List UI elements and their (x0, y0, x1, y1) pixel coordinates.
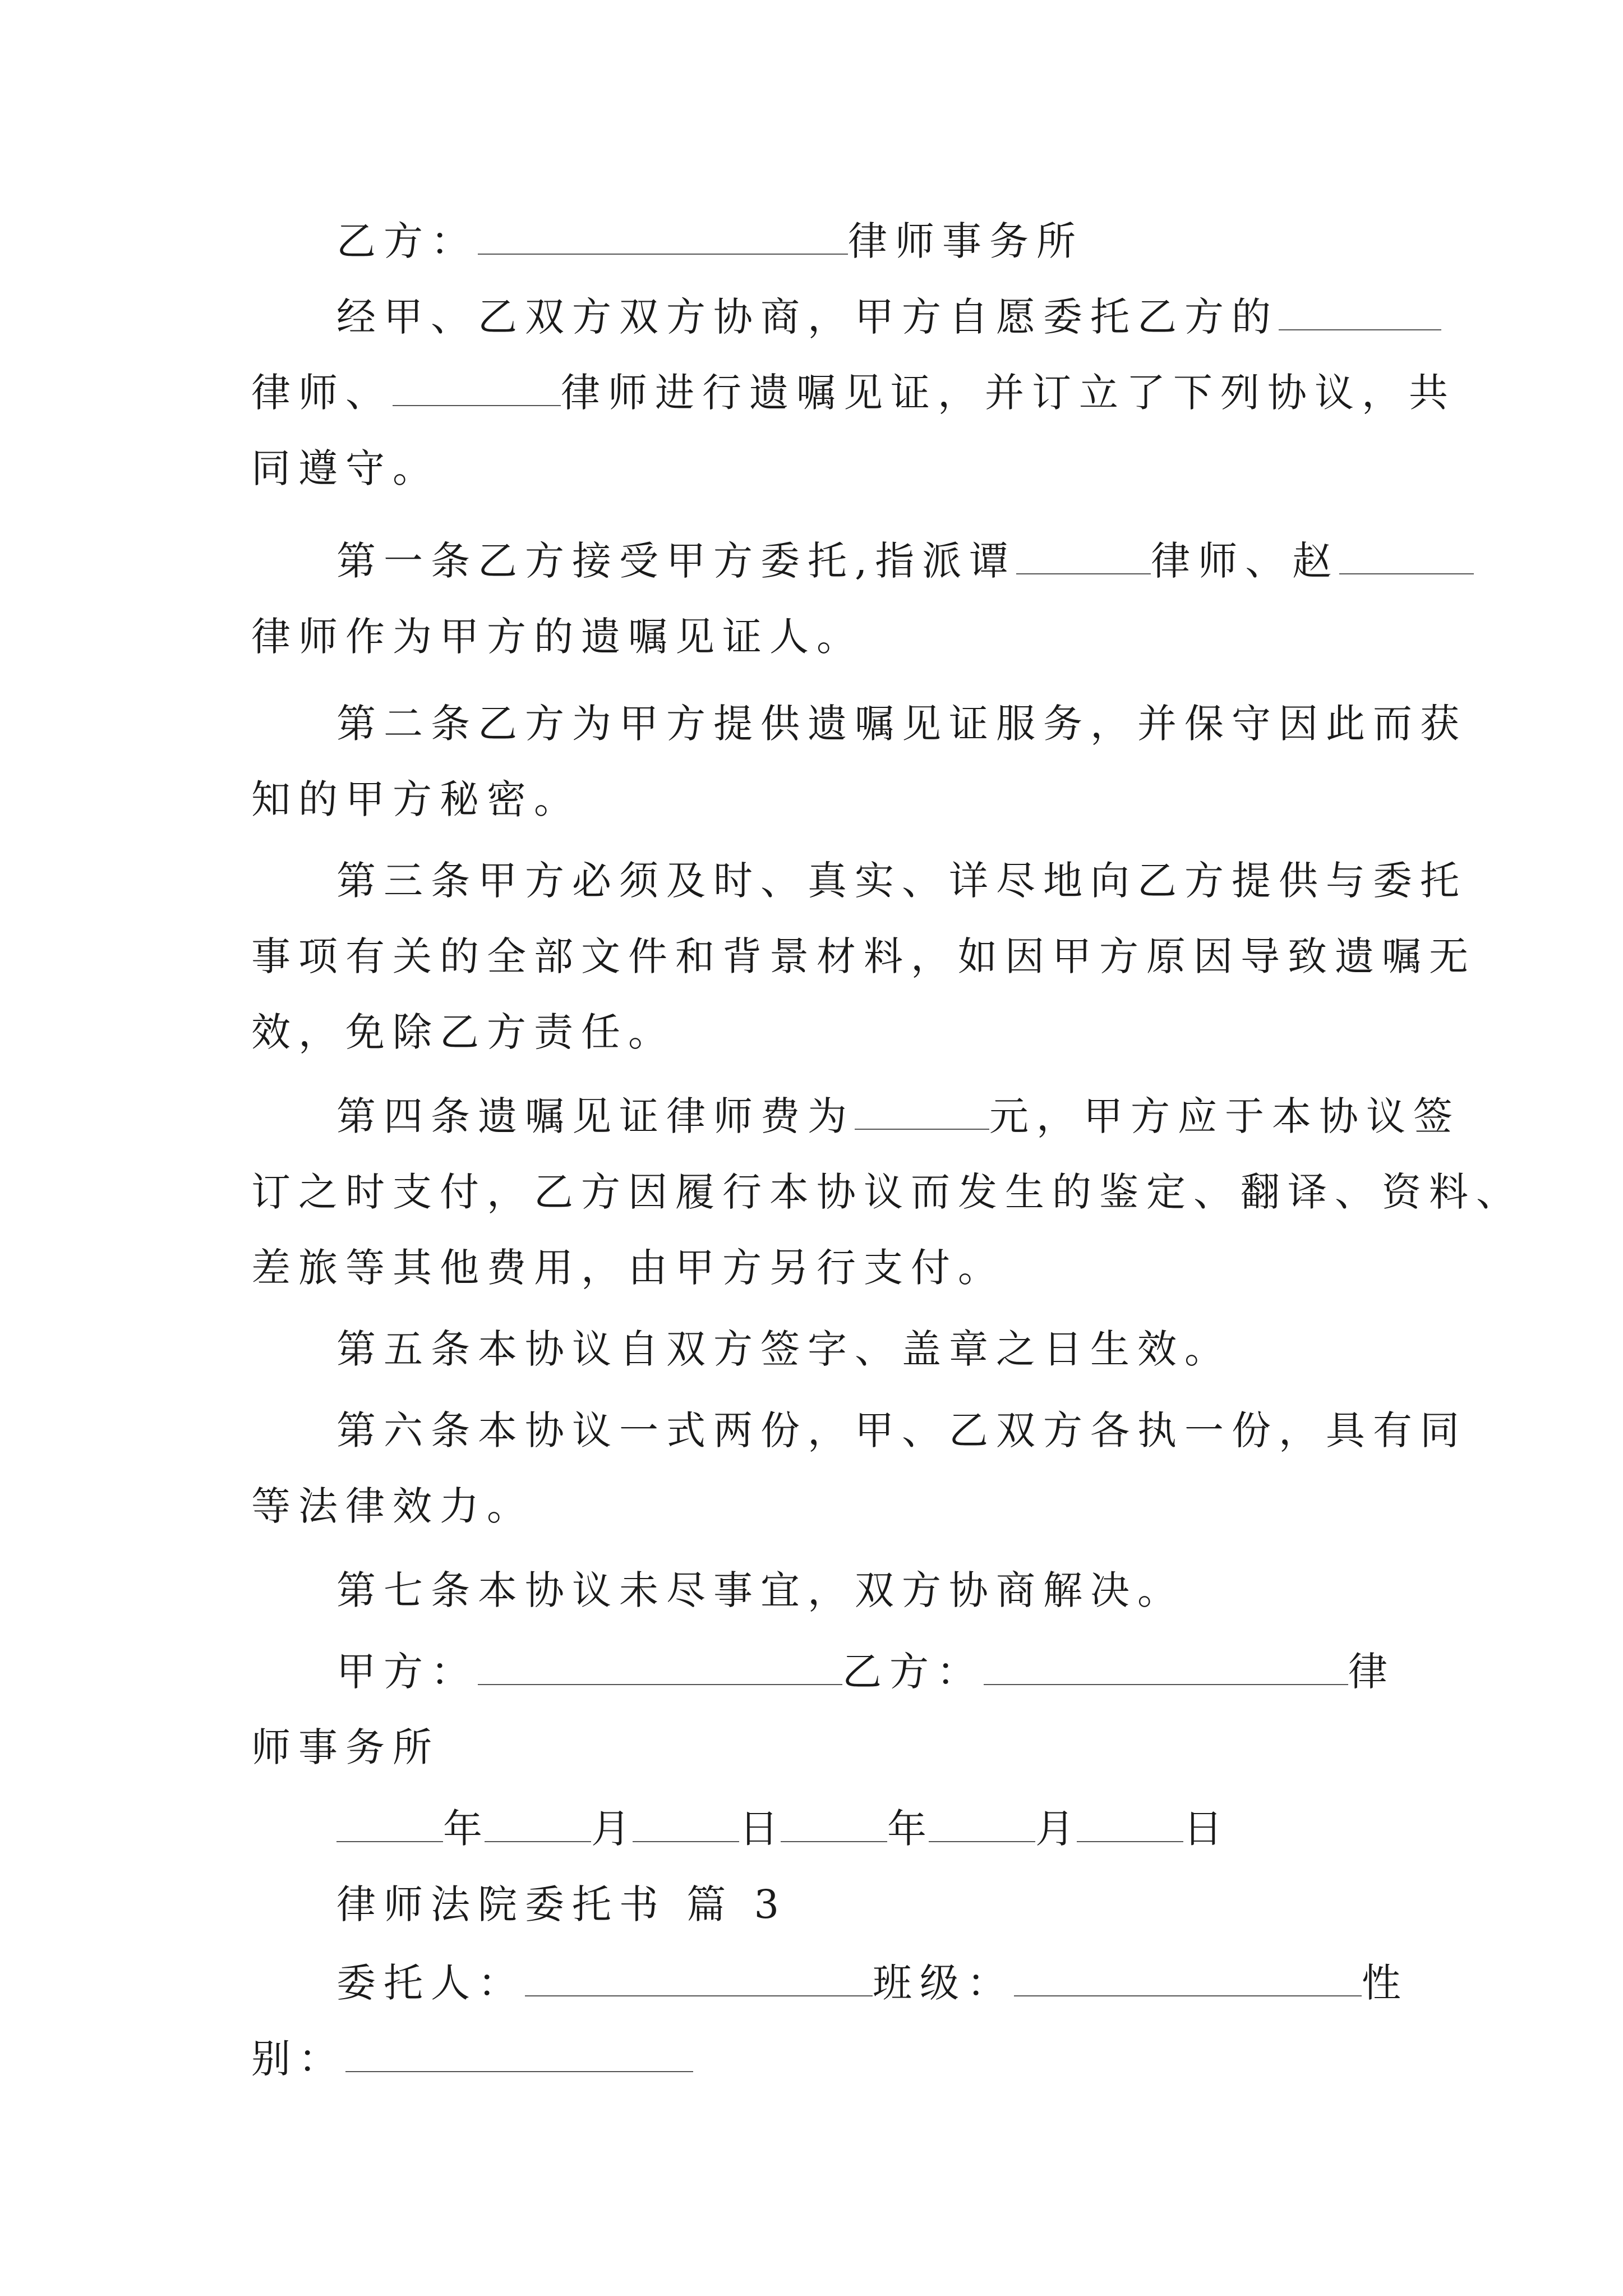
blank-field[interactable] (929, 1806, 1035, 1842)
blank-field[interactable] (855, 1094, 989, 1130)
blank-field[interactable] (525, 1961, 873, 1996)
article-4-line-1: 第四条遗嘱见证律师费为 元，甲方应于本协议签 (336, 1093, 1460, 1139)
blank-field[interactable] (478, 219, 848, 255)
blank-field[interactable] (336, 1806, 443, 1842)
blank-field[interactable] (485, 1806, 591, 1842)
article-7-line: 第七条本协议未尽事宜，双方协商解决。 (336, 1567, 1184, 1613)
blank-field[interactable] (478, 1649, 842, 1685)
article-4-line-2: 订之时支付，乙方因履行本协议而发生的鉴定、翻译、资料、 (251, 1169, 1523, 1215)
article-1-line-2: 律师作为甲方的遗嘱见证人。 (251, 614, 864, 660)
signature-line-1: 甲方： 乙方： 律 (336, 1649, 1395, 1695)
article-2-line-2: 知的甲方秘密。 (251, 776, 581, 822)
blank-field[interactable] (1014, 1961, 1362, 1996)
party-b-line: 乙方： 律师事务所 (336, 218, 1083, 264)
blank-field[interactable] (393, 370, 561, 406)
form-line-2: 别： (251, 2031, 1378, 2087)
blank-field[interactable] (984, 1649, 1348, 1685)
signature-line-2: 师事务所 (251, 1724, 440, 1770)
date-line: 年 月 日 年 月 日 (336, 1801, 1380, 1857)
intro-line-2: 律师、 律师进行遗嘱见证，并订立了下列协议，共 (251, 370, 1456, 416)
blank-field[interactable] (1016, 539, 1151, 574)
section-heading: 律师法院委托书 篇 3 (336, 1881, 787, 1927)
article-3-line-2: 事项有关的全部文件和背景材料，如因甲方原因导致遗嘱无 (251, 933, 1476, 979)
blank-field[interactable] (1077, 1806, 1183, 1842)
blank-field[interactable] (633, 1806, 739, 1842)
blank-field[interactable] (1279, 295, 1441, 330)
article-2-line-1: 第二条乙方为甲方提供遗嘱见证服务，并保守因此而获 (336, 701, 1467, 747)
article-1-line-1: 第一条乙方接受甲方委托,指派谭 律师、赵 (336, 533, 1380, 589)
article-6-line-2: 等法律效力。 (251, 1483, 534, 1529)
article-6-line-1: 第六条本协议一式两份，甲、乙双方各执一份，具有同 (336, 1407, 1467, 1453)
form-line-1: 委托人： 班级： 性 (336, 1960, 1409, 2006)
blank-field[interactable] (1339, 539, 1474, 574)
intro-line-1: 经甲、乙双方双方协商，甲方自愿委托乙方的 (336, 289, 1380, 345)
blank-field[interactable] (781, 1806, 887, 1842)
intro-line-3: 同遵守。 (251, 445, 440, 491)
article-4-line-3: 差旅等其他费用，由甲方另行支付。 (251, 1245, 1005, 1291)
blank-field[interactable] (345, 2036, 693, 2072)
article-5-line: 第五条本协议自双方签字、盖章之日生效。 (336, 1326, 1232, 1372)
article-3-line-1: 第三条甲方必须及时、真实、详尽地向乙方提供与委托 (336, 858, 1467, 904)
article-3-line-3: 效，免除乙方责任。 (251, 1009, 675, 1055)
